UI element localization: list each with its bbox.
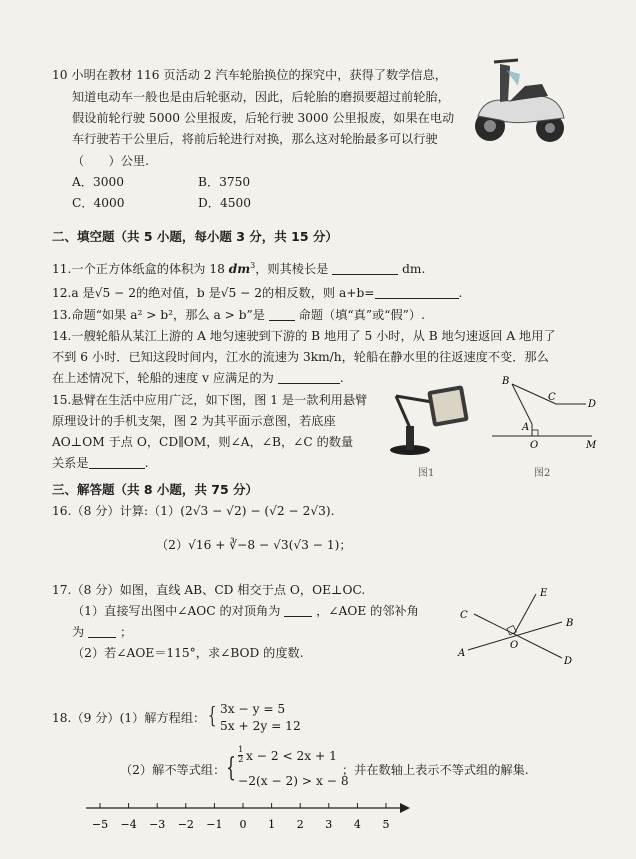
number-line-tick-label: −1 (206, 818, 223, 831)
q18-eq2: 5x + 2y = 12 (220, 719, 301, 733)
q17-line3-post: ； (119, 625, 133, 639)
phone-holder-image (382, 382, 478, 458)
q16-part2-label: （2） (156, 538, 189, 552)
q13-answer-blank[interactable] (269, 320, 295, 321)
q15-answer-blank[interactable] (89, 468, 145, 469)
q11-answer-blank[interactable] (332, 274, 398, 275)
q18-fraction-denominator: 2 (238, 755, 244, 765)
q15-line1: 15.悬臂在生活中应用广泛，如下图，图 1 是一款利用悬臂 (52, 393, 368, 407)
label-d2: D (564, 656, 573, 666)
number-line-tick-label: 4 (353, 818, 361, 831)
q14-line3 (52, 370, 344, 386)
number-line-tick-label: 0 (239, 818, 247, 831)
section-3-heading: 三、解答题（共 8 小题，共 75 分） (52, 482, 259, 497)
q17-blank-2[interactable] (88, 637, 116, 638)
q12-pre: 12.a 是 (52, 286, 95, 300)
number-line (80, 798, 420, 838)
q11-unit: dm (228, 262, 251, 277)
label-e: E (540, 588, 548, 599)
q17-line3-pre: 为 (72, 625, 85, 639)
label-a: A (522, 422, 530, 433)
number-line-tick-label: −5 (91, 818, 109, 831)
number-line-tick-label: 5 (382, 818, 390, 831)
q17-line2-pre: （1）直接写出图中∠AOC 的对顶角为 (72, 604, 281, 618)
q11-post: dm. (402, 262, 426, 277)
label-c2: C (460, 610, 468, 621)
q14-line1: 14.一艘轮船从某江上游的 A 地匀速驶到下游的 B 地用了 5 小时，从 B 地匀速返回 A 地用了 (52, 329, 556, 343)
q18-fraction-numerator: 1 (238, 745, 244, 755)
q14-answer-blank[interactable] (278, 383, 340, 384)
q18-system-brace: { (208, 704, 217, 729)
figure-2-caption: 图2 (534, 468, 551, 479)
q12-mid2: 的相反数，则 a+b= (262, 286, 375, 300)
q12-post: . (458, 286, 463, 300)
number-line-tick-label: −4 (120, 818, 137, 831)
label-b: B (502, 376, 510, 387)
q13-text (52, 307, 425, 323)
q16-part1-label: 16.（8 分）计算:（1） (52, 504, 181, 518)
q17-blank-1[interactable] (284, 616, 312, 617)
label-m: M (586, 440, 597, 451)
q15-line4-post: . (144, 456, 149, 470)
number-line-tick-label: −2 (177, 818, 194, 831)
number-line-tick-label: −3 (149, 818, 166, 831)
q18-part1-label: 18.（9 分）(1）解方程组： (52, 711, 206, 725)
q18-fraction (238, 746, 243, 765)
q10-line5: （ ）公里. (72, 154, 149, 168)
q18-part2-label: （2）解不等式组： (120, 763, 226, 777)
q15-line2: 原理设计的手机支架，图 2 为其平面示意图，若底座 (52, 414, 336, 428)
q18-part2-post: ；并在数轴上表示不等式组的解集. (342, 763, 529, 777)
q12-mid1: 的绝对值，b 是 (135, 286, 221, 300)
q12-text (52, 285, 462, 301)
q13-pre: 13.命题“如果 a² > b²，那么 a > b”是 (52, 308, 265, 322)
q16-part2 (156, 537, 352, 553)
label-c: C (548, 392, 556, 403)
number-line-tick-label: 3 (325, 818, 333, 831)
q10-line2: 知道电动车一般也是由后轮驱动，因此，后轮胎的磨损要超过前轮胎， (72, 90, 450, 104)
q10-option-d: D．4500 (198, 196, 251, 210)
q10-line3: 假设前轮行驶 5000 公里报废，后轮行驶 3000 公里报废，如果在电动 (72, 111, 455, 125)
q12-expr1: √5 − 2 (94, 286, 136, 300)
q18-ineq2: −2(x − 2) > x − 8 (238, 774, 349, 788)
q10-line1: 10 小明在教材 116 页活动 2 汽车轮胎换位的探究中，获得了数学信息， (52, 68, 447, 82)
q10-option-b: B．3750 (198, 175, 251, 189)
q17-line3 (72, 624, 132, 640)
q18-eq1: 3x − y = 5 (220, 702, 286, 716)
q16-part1 (52, 503, 335, 519)
q11-text (52, 258, 425, 277)
q17-line4: （2）若∠AOE＝115°，求∠BOD 的度数. (72, 646, 304, 660)
intersecting-lines-figure (454, 584, 584, 666)
electric-scooter-image (470, 56, 570, 148)
q15-line3: AO⊥OM 于点 O，CD∥OM，则∠A，∠B，∠C 的数量 (52, 435, 354, 449)
number-line-tick-label: 1 (268, 818, 276, 831)
figure-1-caption: 图1 (418, 468, 435, 479)
label-a2: A (458, 648, 466, 659)
q17-line2 (72, 603, 419, 619)
label-d: D (588, 399, 597, 410)
q18-ineq1: x − 2 < 2x + 1 (246, 749, 337, 763)
label-o: O (530, 440, 539, 451)
q16-part2-expr: √16 + ∛−8 − √3(√3 − 1)； (188, 538, 352, 552)
q15-line4 (52, 455, 148, 471)
q17-line2-mid: ，∠AOE 的邻补角 (316, 604, 419, 618)
q14-line2: 不到 6 小时．已知这段时间内，江水的流速为 3km/h，轮船在静水里的往返速度不变．那么 (52, 350, 549, 364)
q17-line1: 17.（8 分）如图，直线 AB、CD 相交于点 O，OE⊥OC. (52, 583, 366, 597)
label-b2: B (566, 618, 574, 629)
q16-part1-expr: (2√3 − √2) − (√2 − 2√3). (180, 504, 335, 518)
q15-line4-text: 关系是 (52, 456, 89, 470)
q10-option-a: A．3000 (72, 175, 125, 189)
q11-exponent: 3 (250, 261, 256, 270)
q11-pre: 11.一个正方体纸盒的体积为 18 (52, 262, 229, 277)
q14-line3-post: . (339, 371, 344, 385)
q10-option-c: C．4000 (72, 196, 125, 210)
label-o2: O (510, 640, 519, 651)
q13-post: 命题（填“真”或“假”）. (298, 308, 425, 322)
q12-answer-blank[interactable] (375, 298, 459, 299)
q10-line4: 车行驶若干公里后，将前后轮进行对换，那么这对轮胎最多可以行驶 (72, 132, 438, 146)
q18-inequality-brace: { (226, 753, 236, 783)
section-2-heading: 二、填空题（共 5 小题，每小题 3 分，共 15 分） (52, 229, 338, 244)
number-line-tick-label: 2 (296, 818, 304, 831)
q14-line3-text: 在上述情况下，轮船的速度 v 应满足的为 (52, 371, 274, 385)
q15-schematic-figure (488, 374, 598, 454)
q12-expr2: √5 − 2 (220, 286, 262, 300)
q11-mid: ，则其棱长是 (255, 262, 329, 277)
